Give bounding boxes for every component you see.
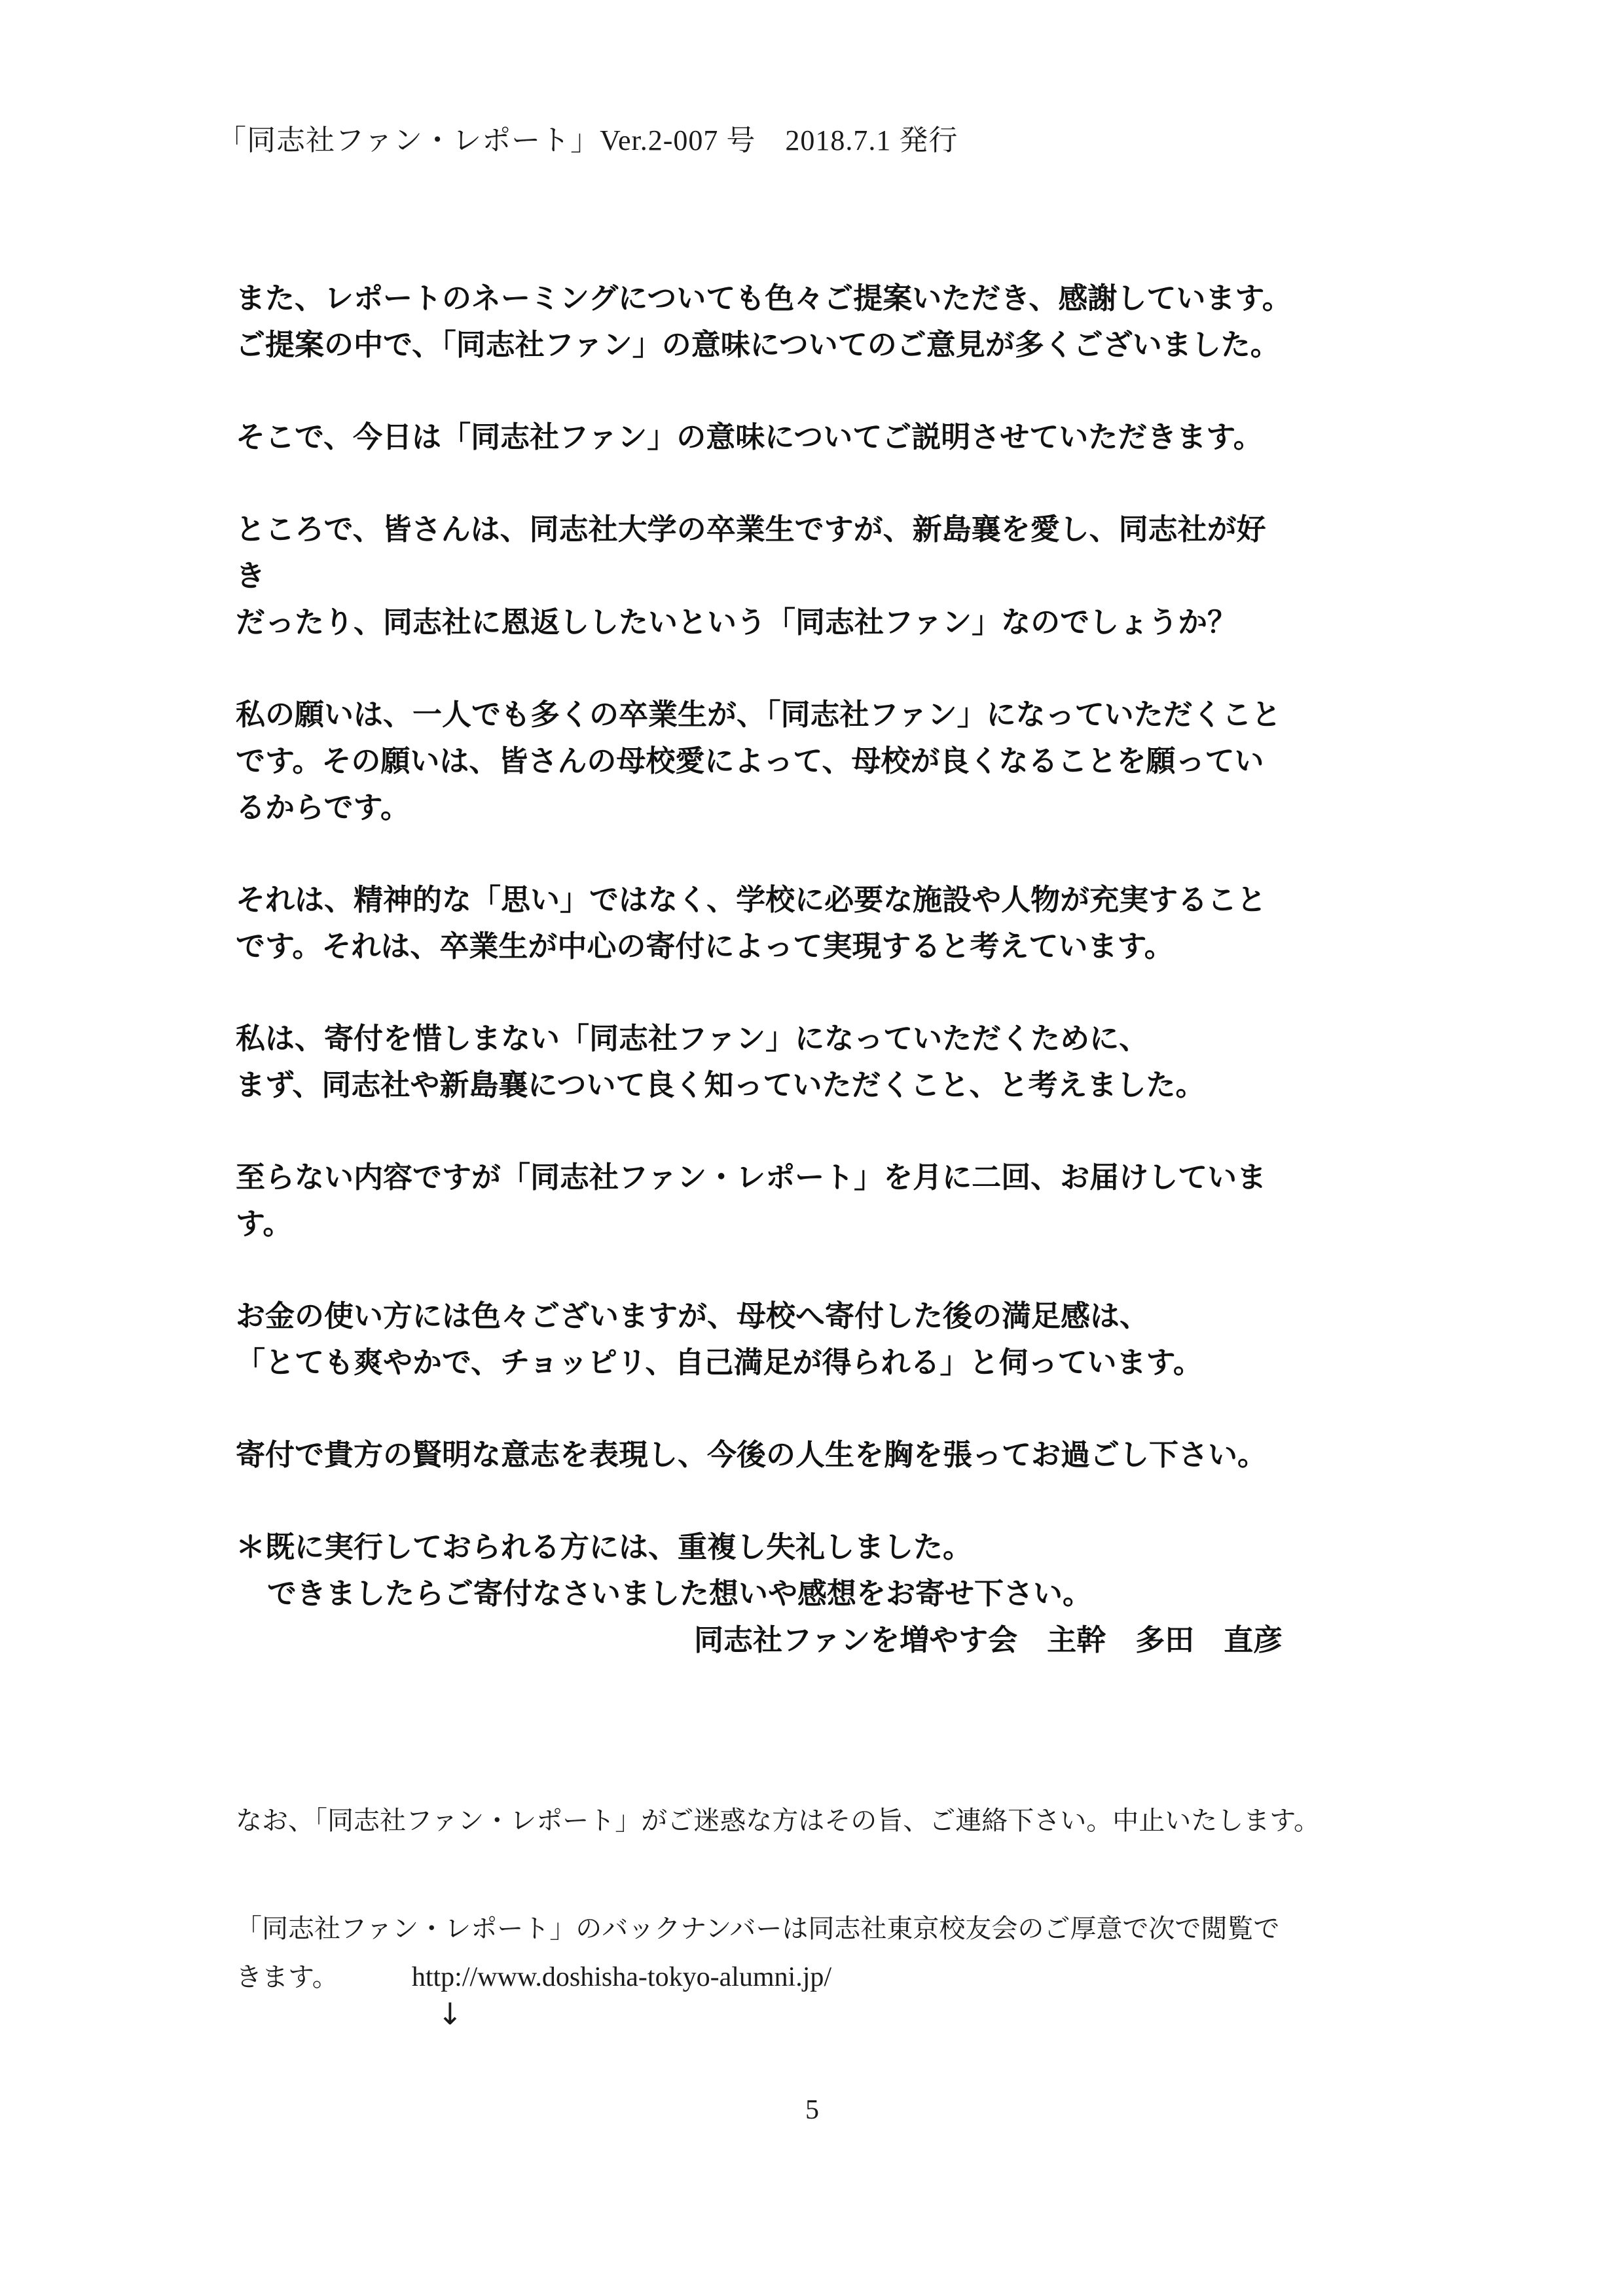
paragraph	[236, 275, 1434, 368]
paragraph	[236, 1015, 1434, 1108]
note-line: ＊既に実行しておられる方には、重複し失礼しました。	[236, 1530, 973, 1564]
text-line: 私の願いは、一人でも多くの卒業生が、「同志社ファン」になっていただくこと	[236, 697, 1281, 732]
body-text	[236, 275, 1434, 1663]
text-line: す。	[236, 1206, 293, 1241]
paragraph	[236, 876, 1434, 969]
backnumber-text-cont	[236, 1953, 1434, 2001]
signature: 同志社ファンを増やす会 主幹 多田 直彦	[694, 1623, 1283, 1657]
paragraph	[236, 691, 1434, 831]
alumni-url-link[interactable]: http://www.doshisha-tokyo-alumni.jp/	[411, 1962, 832, 1992]
paragraph	[236, 1154, 1434, 1247]
text-line: そこで、今日は「同志社ファン」の意味についてご説明させていただきます。	[236, 420, 1263, 454]
paragraph	[236, 414, 1434, 460]
unsubscribe-notice	[236, 1797, 1434, 1845]
text-line: また、レポートのネーミングについても色々ご提案いただき、感謝しています。	[236, 281, 1292, 315]
paragraph	[236, 1431, 1434, 1478]
unsubscribe-text: なお、「同志社ファン・レポート」がご迷惑な方はその旨、ご連絡下さい。中止いたします。	[236, 1806, 1320, 1836]
text-line: まず、同志社や新島襄について良く知っていただくこと、と考えました。	[236, 1067, 1205, 1102]
text-line: 「とても爽やかで、チョッピリ、自己満足が得られる」と伺っています。	[236, 1345, 1203, 1380]
text-line: それは、精神的な「思い」ではなく、学校に必要な施設や人物が充実すること	[236, 882, 1267, 917]
backnumber-text: 「同志社ファン・レポート」のバックナンバーは同志社東京校友会のご厚意で次で閲覧で	[236, 1914, 1280, 1944]
text-line: るからです。	[236, 790, 410, 825]
text-line: ところで、皆さんは、同志社大学の卒業生ですが、新島襄を愛し、同志社が好	[236, 512, 1266, 547]
text-line: 至らない内容ですが「同志社ファン・レポート」を月に二回、お届けしていま	[236, 1160, 1267, 1194]
text-line: 私は、寄付を惜しまない「同志社ファン」になっていただくために、	[236, 1021, 1149, 1056]
backnumber-notice	[236, 1905, 1434, 2001]
text-line: 寄付で貴方の賢明な意志を表現し、今後の人生を胸を張ってお過ごし下さい。	[236, 1437, 1267, 1472]
text-line: き	[236, 558, 266, 593]
down-arrow-icon: ↓	[437, 1996, 463, 2032]
page-number: 5	[805, 2095, 819, 2125]
text-line: ご提案の中で、「同志社ファン」の意味についてのご意見が多くございました。	[236, 327, 1280, 362]
text-line: です。その願いは、皆さんの母校愛によって、母校が良くなることを願ってい	[236, 744, 1264, 778]
text-line: だったり、同志社に恩返ししたいという「同志社ファン」なのでしょうか？	[236, 605, 1237, 639]
text-line: お金の使い方には色々ございますが、母校へ寄付した後の満足感は、	[236, 1299, 1150, 1333]
page-header: 「同志社ファン・レポート」Ver.2-007 号 2018.7.1 発行	[217, 124, 958, 156]
paragraph	[236, 1293, 1434, 1386]
note-line: できましたらご寄付なさいました想いや感想をお寄せ下さい。	[267, 1576, 1093, 1611]
text-line: です。それは、卒業生が中心の寄付によって実現すると考えています。	[236, 929, 1174, 963]
paragraph	[236, 506, 1434, 645]
backnumber-text-end: きます。	[236, 1962, 338, 1992]
note-block	[236, 1524, 1434, 1663]
